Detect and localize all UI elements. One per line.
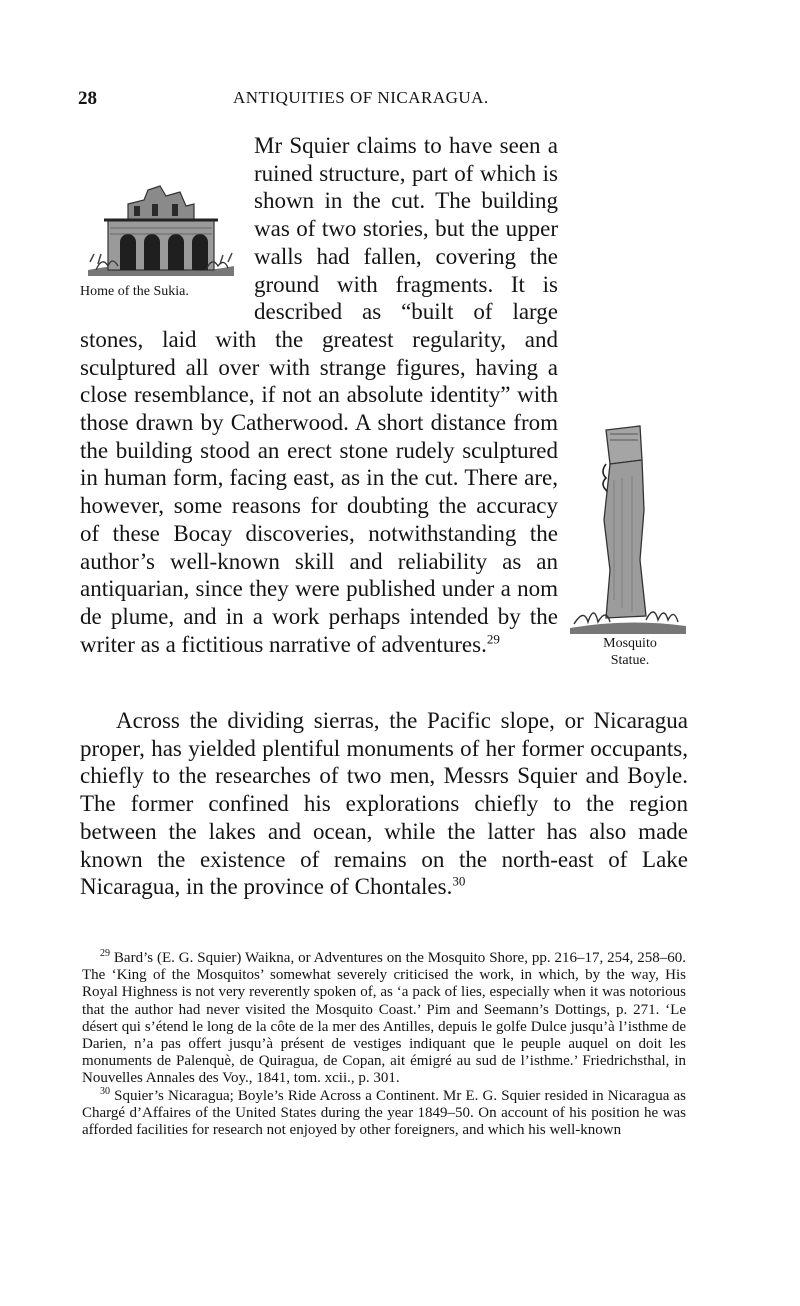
page-number: 28 <box>78 88 97 109</box>
caption-line-2: Statue. <box>610 653 650 668</box>
caption-line-1: Mosquito <box>603 636 657 651</box>
footnote-ref-29: 29 <box>486 631 500 646</box>
footnote-number: 30 <box>100 1085 110 1097</box>
statue-illustration <box>570 420 686 635</box>
ruin-illustration <box>86 182 236 278</box>
figure-caption-statue <box>580 635 680 669</box>
running-title: ANTIQUITIES OF NICARAGUA. <box>233 88 489 107</box>
footnote-ref-30: 30 <box>452 873 466 889</box>
footnotes <box>82 950 686 1139</box>
footnote-text: Squier’s Nicaragua; Boyle’s Ride Across a Continent. Mr E. G. Squier resided in Nicaragua as Chargé d’Affaires of the United States during the year 1849–50. On account of his position he was afforded facilities for research not enjoyed by other foreigners, and which his well-known <box>82 1087 686 1139</box>
footnote-text: Bard’s (E. G. Squier) Waikna, or Adventures on the Mosquito Shore, pp. 216–17, 254, 258–60. The ‘King of the Mosquitos’ somewhat severely criticised the work, in which, by the way, His Royal Highness is not very reverently spoken of, as ‘a pack of lies, especially when it was notorious that the author had never visited the Mosquito Coast.’ Pim and Seemann’s Dottings, p. 271. ‘Le désert qui s’étend le long de la côte de la mer des Antilles, depuis le golfe Dulce jusqu’à l’isthme de Darien, n’a pas offert jusqu’à présent de vestiges indiquant que le peuple auquel on doit les monuments de Palenquè, de Quiragua, de Copan, ait émigré au sud de l’isthme.’ Friedrichsthal, in Nouvelles Annales des Voy., 1841, tom. xcii., p. 301. <box>82 950 687 1087</box>
paragraph-2-text: Across the dividing sierras, the Pacific slope, or Nicaragua proper, has yielded plentiful monuments of her former occupants, chiefly to the researches of two men, Messrs Squier and Boyle. The former confined his explorations chiefly to the region between the lakes and ocean, while the latter has also made known the existence of remains on the north-east of Lake Nicaragua, in the province of Chontales. <box>80 708 688 900</box>
figure-mosquito-statue <box>568 410 688 682</box>
paragraph-1 <box>80 132 688 682</box>
running-head <box>78 88 698 112</box>
footnote-30 <box>82 1085 686 1140</box>
figure-home-of-sukia <box>80 132 248 312</box>
footnote-number: 29 <box>100 948 110 959</box>
footnote-29 <box>82 950 686 1088</box>
paragraph-2 <box>80 707 688 901</box>
figure-caption-sukia: Home of the Sukia. <box>80 284 189 299</box>
paragraph-1-text: Mr Squier claims to have seen a ruined structure, part of which is shown in the cut. The building was of two stories, but the upper walls had fallen, covering the ground with fragments. It is described as “built of large stones, laid with the greatest regularity, and sculptured all over with strange figures, having a close resemblance, if not an absolute identity” with those drawn by Catherwood. A short distance from the building stood an erect stone rudely sculptured in human form, facing east, as in the cut. There are, however, some reasons for doubting the accuracy of these Bocay discoveries, notwithstanding the author’s well-known skill and reliability as an antiquarian, since they were published under a nom de plume, and in a work perhaps intended by the writer as a fictitious narrative of adventures. <box>80 133 558 657</box>
